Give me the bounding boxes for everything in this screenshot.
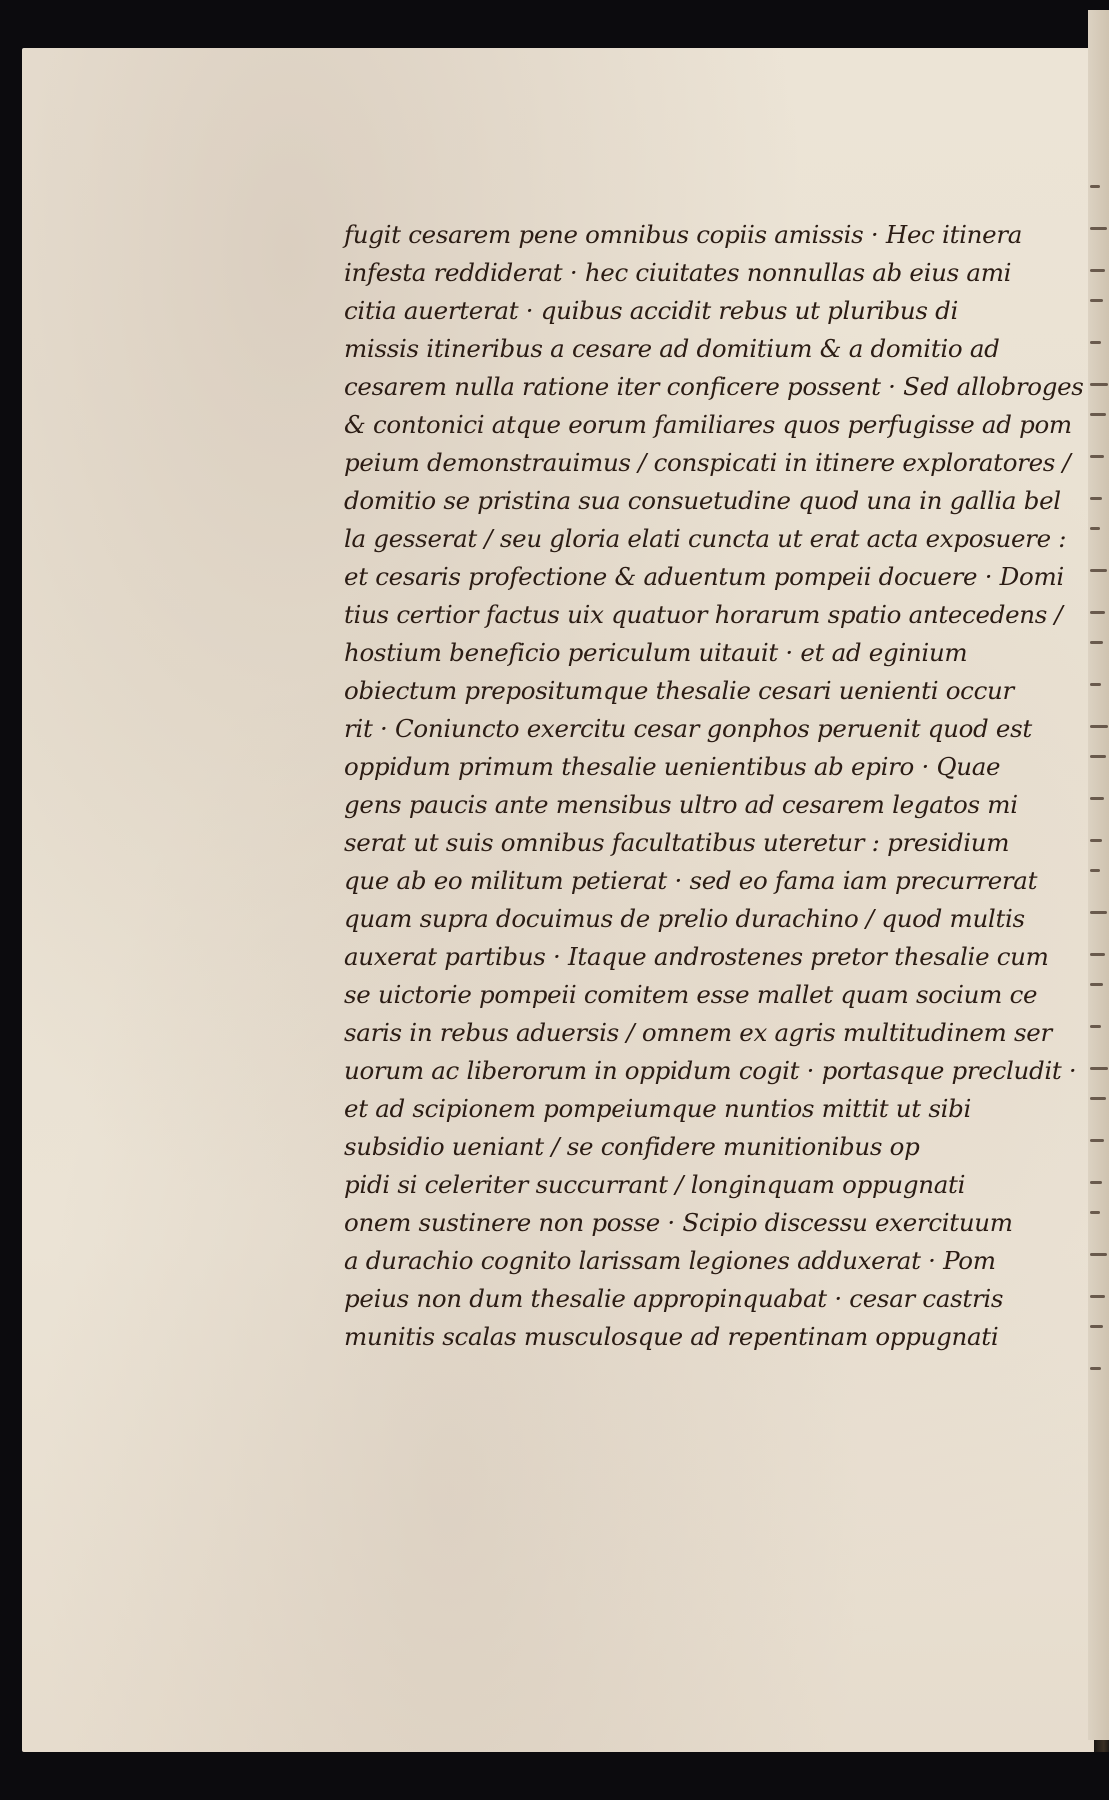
adjacent-page-script-fragment xyxy=(1090,527,1100,530)
text-line: saris in rebus aduersis / omnem ex agris multitudinem ser xyxy=(344,1018,1052,1047)
text-line: peius non dum thesalie appropinquabat · cesar castris xyxy=(344,1284,1004,1313)
adjacent-page-script-fragment xyxy=(1090,641,1103,644)
adjacent-page-script-fragment xyxy=(1090,269,1105,272)
text-line: tius certior factus uix quatuor horarum spatio antecedens / xyxy=(344,600,1063,629)
manuscript-folio xyxy=(22,48,1094,1752)
adjacent-page-script-fragment xyxy=(1090,1325,1103,1328)
adjacent-page-script-fragment xyxy=(1090,1139,1104,1142)
adjacent-page-script-fragment xyxy=(1090,755,1106,758)
adjacent-page-script-fragment xyxy=(1090,839,1102,842)
text-line: gens paucis ante mensibus ultro ad cesarem legatos mi xyxy=(344,790,1018,819)
adjacent-page-script-fragment xyxy=(1090,911,1107,914)
text-line: hostium beneficio periculum uitauit · et ad eginium xyxy=(344,638,968,667)
adjacent-page-script-fragment xyxy=(1090,1367,1101,1370)
adjacent-page-edge xyxy=(1088,10,1109,1740)
text-line: pidi si celeriter succurrant / longinquam oppugnati xyxy=(344,1170,966,1199)
text-line: oppidum primum thesalie uenientibus ab epiro · Quae xyxy=(344,752,1001,781)
adjacent-page-script-fragment xyxy=(1090,1181,1102,1184)
adjacent-page-script-fragment xyxy=(1090,1253,1107,1256)
text-line: et ad scipionem pompeiumque nuntios mittit ut sibi xyxy=(344,1094,972,1123)
adjacent-page-script-fragment xyxy=(1090,383,1108,386)
adjacent-page-script-fragment xyxy=(1090,725,1108,728)
text-line: & contonici atque eorum familiares quos perfugisse ad pom xyxy=(344,410,1072,439)
text-line: onem sustinere non posse · Scipio discessu exercituum xyxy=(344,1208,1013,1237)
adjacent-page-script-fragment xyxy=(1090,983,1103,986)
text-block xyxy=(344,216,1104,1356)
text-line: uorum ac liberorum in oppidum cogit · portasque precludit · xyxy=(344,1056,1077,1085)
text-line: que ab eo militum petierat · sed eo fama iam precurrerat xyxy=(344,866,1038,895)
adjacent-page-script-fragment xyxy=(1090,1211,1100,1214)
text-line: et cesaris profectione & aduentum pompeii docuere · Domi xyxy=(344,562,1064,591)
text-line: la gesserat / seu gloria elati cuncta ut erat acta exposuere : xyxy=(344,524,1067,553)
adjacent-page-script-fragment xyxy=(1090,869,1100,872)
adjacent-page-script-fragment xyxy=(1090,683,1101,686)
text-line: a durachio cognito larissam legiones adduxerat · Pom xyxy=(344,1246,996,1275)
adjacent-page-script-fragment xyxy=(1090,455,1104,458)
text-line: fugit cesarem pene omnibus copiis amissis · Hec itinera xyxy=(344,220,1023,249)
adjacent-page-script-fragment xyxy=(1090,1067,1108,1070)
text-line: obiectum prepositumque thesalie cesari uenienti occur xyxy=(344,676,1014,705)
adjacent-page-script-fragment xyxy=(1090,413,1106,416)
adjacent-page-script-fragment xyxy=(1090,569,1107,572)
adjacent-page-script-fragment xyxy=(1090,497,1102,500)
text-line: se uictorie pompeii comitem esse mallet quam socium ce xyxy=(344,980,1038,1009)
text-line: cesarem nulla ratione iter conficere possent · Sed allobroges xyxy=(344,372,1084,401)
adjacent-page-script-fragment xyxy=(1090,299,1103,302)
adjacent-page-script-fragment xyxy=(1090,1097,1106,1100)
adjacent-page-script-fragment xyxy=(1090,1025,1101,1028)
text-line: munitis scalas musculosque ad repentinam oppugnati xyxy=(344,1322,999,1351)
adjacent-page-script-fragment xyxy=(1090,185,1100,188)
adjacent-page-script-fragment xyxy=(1090,1295,1105,1298)
text-line: serat ut suis omnibus facultatibus uteretur : presidium xyxy=(344,828,1010,857)
text-line: quam supra docuimus de prelio durachino / quod multis xyxy=(344,904,1025,933)
text-line: domitio se pristina sua consuetudine quod una in gallia bel xyxy=(344,486,1061,515)
adjacent-page-script-fragment xyxy=(1090,341,1101,344)
adjacent-page-script-fragment xyxy=(1090,797,1104,800)
adjacent-page-script-fragment xyxy=(1090,611,1105,614)
adjacent-page-script-fragment xyxy=(1090,953,1105,956)
text-line: rit · Coniuncto exercitu cesar gonphos peruenit quod est xyxy=(344,714,1032,743)
text-line: citia auerterat · quibus accidit rebus ut pluribus di xyxy=(344,296,958,325)
text-line: infesta reddiderat · hec ciuitates nonnullas ab eius ami xyxy=(344,258,1012,287)
text-line: peium demonstrauimus / conspicati in itinere exploratores / xyxy=(344,448,1071,477)
text-line: subsidio ueniant / se confidere munitionibus op xyxy=(344,1132,920,1161)
adjacent-page-script-fragment xyxy=(1090,227,1107,230)
text-line: missis itineribus a cesare ad domitium & a domitio ad xyxy=(344,334,1000,363)
text-line: auxerat partibus · Itaque androstenes pretor thesalie cum xyxy=(344,942,1049,971)
